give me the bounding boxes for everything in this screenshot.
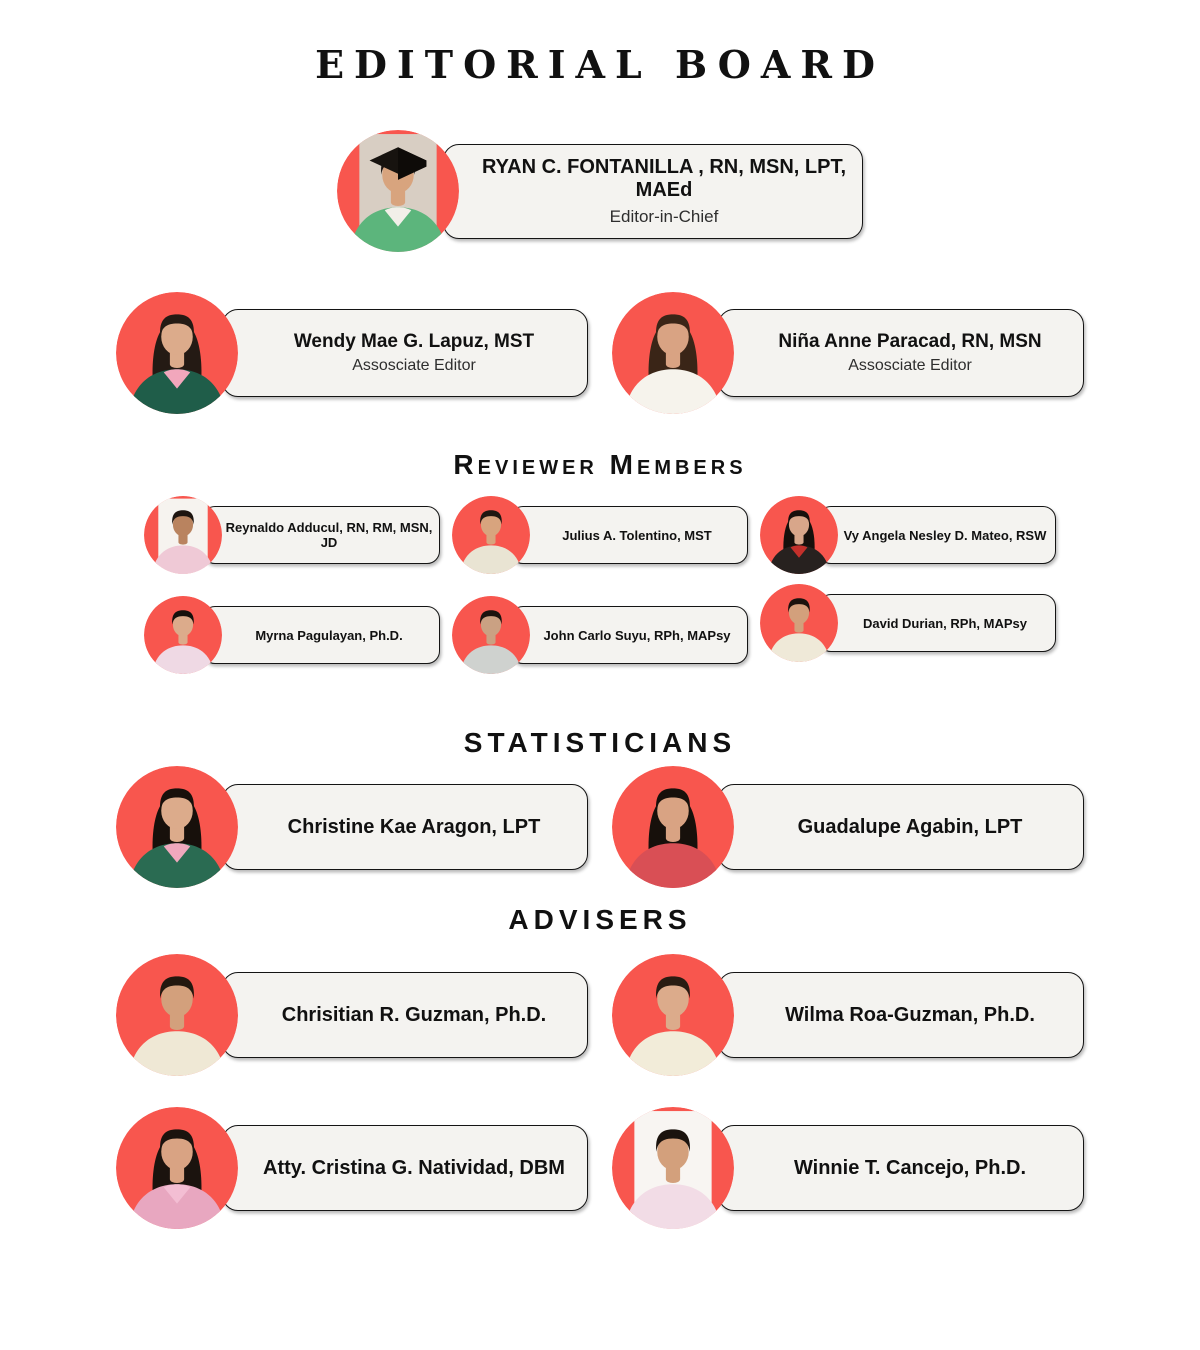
member-card-adviser-1 (116, 954, 588, 1076)
member-nameplate (443, 144, 863, 239)
member-card-reviewer-3 (760, 496, 1056, 574)
member-card-reviewer-4 (144, 596, 440, 674)
page-title: EDITORIAL BOARD (315, 42, 885, 87)
editor-in-chief-row (0, 130, 1200, 252)
member-nameplate (222, 784, 588, 870)
member-nameplate (718, 309, 1084, 397)
member-nameplate (718, 972, 1084, 1058)
member-role: Editor-in-Chief (609, 206, 719, 226)
member-name: John Carlo Suyu, RPh, MAPsy (543, 627, 731, 643)
member-name: Myrna Pagulayan, Ph.D. (255, 627, 403, 643)
member-nameplate (818, 594, 1056, 652)
member-nameplate (222, 1125, 588, 1211)
member-name: Julius A. Tolentino, MST (562, 527, 712, 543)
member-nameplate (222, 309, 588, 397)
member-photo (452, 496, 530, 574)
member-card-statistician-2 (612, 766, 1084, 888)
member-photo (760, 496, 838, 574)
member-name: Chrisitian R. Guzman, Ph.D. (281, 1003, 547, 1026)
member-role: Assosciate Editor (352, 357, 476, 374)
member-name: Christine Kae Aragon, LPT (287, 815, 541, 838)
member-card-adviser-4 (612, 1107, 1084, 1229)
member-card-associate-editor-2 (612, 292, 1084, 414)
member-photo (116, 766, 238, 888)
member-name: Guadalupe Agabin, LPT (797, 815, 1023, 838)
member-card-reviewer-6 (760, 584, 1056, 662)
member-role: Assosciate Editor (848, 357, 972, 374)
member-name: Niña Anne Paracad, RN, MSN (778, 331, 1042, 352)
member-name: David Durian, RPh, MAPsy (863, 615, 1027, 631)
member-card-statistician-1 (116, 766, 588, 888)
member-card-reviewer-1 (144, 496, 440, 574)
member-card-adviser-3 (116, 1107, 588, 1229)
member-nameplate (818, 506, 1056, 564)
member-name: Winnie T. Cancejo, Ph.D. (793, 1156, 1027, 1179)
member-photo (612, 292, 734, 414)
member-photo (116, 954, 238, 1076)
section-heading-advisers: ADVISERS (508, 904, 692, 935)
member-card-adviser-2 (612, 954, 1084, 1076)
member-name: Atty. Cristina G. Natividad, DBM (263, 1156, 565, 1179)
advisers-row-1 (0, 954, 1200, 1076)
section-heading-reviewer-members: Reviewer Members (453, 449, 747, 480)
member-nameplate (202, 606, 440, 664)
member-name: RYAN C. FONTANILLA , RN, MSN, LPT, MAEd (481, 155, 847, 201)
member-photo (452, 596, 530, 674)
member-card-reviewer-2 (452, 496, 748, 574)
section-heading-statisticians: STATISTICIANS (463, 727, 737, 758)
member-nameplate (222, 972, 588, 1058)
member-photo (760, 584, 838, 662)
member-nameplate (718, 1125, 1084, 1211)
member-card-associate-editor-1 (116, 292, 588, 414)
member-photo (612, 766, 734, 888)
reviewer-members-grid (144, 496, 1056, 674)
member-nameplate (510, 506, 748, 564)
member-name: Wendy Mae G. Lapuz, MST (293, 331, 535, 352)
associate-editors-row (0, 292, 1200, 414)
member-nameplate (202, 506, 440, 564)
statisticians-row (0, 766, 1200, 888)
member-nameplate (718, 784, 1084, 870)
member-name: Wilma Roa-Guzman, Ph.D. (785, 1003, 1035, 1026)
member-photo (144, 596, 222, 674)
member-photo (337, 130, 459, 252)
member-nameplate (510, 606, 748, 664)
member-photo (144, 496, 222, 574)
member-photo (612, 954, 734, 1076)
member-card-reviewer-5 (452, 596, 748, 674)
member-photo (116, 1107, 238, 1229)
member-card-editor-in-chief (337, 130, 863, 252)
member-photo (116, 292, 238, 414)
member-name: Vy Angela Nesley D. Mateo, RSW (843, 527, 1047, 543)
member-name: Reynaldo Adducul, RN, RM, MSN, JD (225, 520, 433, 550)
advisers-row-2 (0, 1107, 1200, 1229)
member-photo (612, 1107, 734, 1229)
